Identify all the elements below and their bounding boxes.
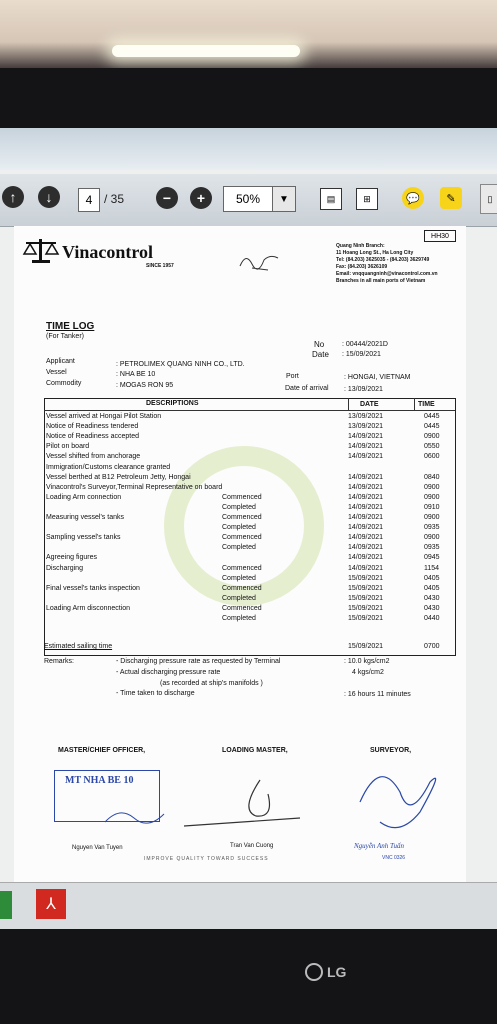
row-date: 15/09/2021: [348, 584, 384, 592]
row-status: Commenced: [222, 514, 262, 521]
row-date: 13/09/2021: [348, 413, 384, 420]
row-date: 14/09/2021: [348, 554, 384, 562]
date-label: Date: [312, 350, 329, 359]
row-time: 0550: [424, 443, 440, 451]
no-label: No: [314, 340, 325, 349]
row-date: 14/09/2021: [348, 483, 384, 491]
monitor-logo: [305, 962, 365, 982]
row-time: 0430: [424, 594, 440, 602]
row-description: Measuring vessel's tanks: [46, 514, 124, 521]
row-estimated-sailing-date: 15/09/2021: [348, 643, 384, 650]
row-time: 0405: [424, 584, 440, 592]
name-surveyor: Nguyễn Anh Tuấn: [354, 842, 405, 850]
surveyor-signature: [350, 762, 450, 842]
row-date: 14/09/2021: [348, 433, 384, 441]
row-status: Completed: [222, 524, 256, 532]
vessel-label: Vessel: [46, 369, 67, 376]
row-description: Vessel berthed at B12 Petroleum Jetty, Hongai: [46, 473, 191, 481]
master-signature: [100, 800, 180, 830]
row-time: 0430: [424, 604, 440, 612]
sig-surveyor-title: SURVEYOR,: [370, 747, 412, 754]
row-time: 0935: [424, 524, 440, 532]
vessel-value: : NHA BE 10: [116, 371, 156, 378]
row-description: Vinacontrol's Surveyor,Terminal Representative on board: [46, 483, 223, 491]
monitor-brand: LG: [327, 964, 347, 980]
row-time: 0910: [424, 503, 440, 511]
row-time: 0600: [424, 453, 440, 461]
row-date: 15/09/2021: [348, 615, 384, 622]
port-value: : HONGAI, VIETNAM: [344, 374, 411, 381]
row-description: Final vessel's tanks inspection: [46, 584, 140, 592]
doc-title: TIME LOG: [46, 321, 95, 332]
remark-2: - Actual discharging pressure rate: [116, 669, 221, 676]
row-time: 0945: [424, 554, 440, 562]
row-time: 0900: [424, 493, 440, 501]
row-status: Commenced: [222, 493, 262, 501]
remark-2-note: (as recorded at ship's manifolds ): [160, 680, 263, 687]
row-status: Completed: [222, 594, 256, 602]
brand-name: Vinacontrol: [62, 242, 154, 262]
no-value: : 00444/2021D: [342, 341, 388, 348]
port-label: Port: [286, 373, 299, 380]
fit-page-icon[interactable]: ▤: [320, 188, 342, 210]
row-date: 14/09/2021: [348, 564, 384, 572]
col-time: TIME: [418, 401, 435, 408]
date-value: : 15/09/2021: [342, 351, 381, 358]
row-date: 14/09/2021: [348, 493, 384, 501]
row-date: 14/09/2021: [348, 443, 384, 451]
lg-logo-icon: [305, 963, 323, 981]
branch-line: Email: vnqquangninh@vinacontrol.com.vn: [336, 271, 438, 277]
row-time: 0935: [424, 544, 440, 552]
branch-line: Fax: (84.203) 3626109: [336, 264, 388, 270]
row-status: Commenced: [222, 534, 262, 542]
applicant-value: : PETROLIMEX QUANG NINH CO., LTD.: [116, 361, 245, 368]
row-description: Vessel shifted from anchorage: [46, 453, 141, 461]
zoom-level-field[interactable]: 50%: [223, 186, 273, 212]
row-date: 14/09/2021: [348, 473, 384, 481]
remark-1: - Discharging pressure rate as requested by Terminal: [116, 658, 281, 665]
pdf-toolbar: [0, 174, 497, 227]
row-time: 0445: [424, 413, 440, 420]
row-description: Loading Arm disconnection: [46, 604, 131, 612]
row-time: 0405: [424, 574, 440, 582]
next-page-down-arrow-icon[interactable]: ↓: [38, 186, 60, 208]
row-description: Agreeing figures: [46, 554, 97, 562]
row-status: Completed: [222, 544, 256, 552]
row-date: 14/09/2021: [348, 503, 384, 511]
pdf-reader-app-icon[interactable]: ⅄: [36, 889, 66, 919]
row-date: 14/09/2021: [348, 453, 384, 461]
side-tools-icon[interactable]: ▯: [480, 184, 497, 214]
vinacontrol-logo-icon: [22, 236, 60, 264]
col-date: DATE: [360, 401, 379, 408]
footer-slogan: IMPROVE QUALITY TOWARD SUCCESS: [144, 856, 269, 862]
surveyor-code: VNC 0326: [382, 855, 406, 861]
fit-width-icon[interactable]: ⊞: [356, 188, 378, 210]
table-header-rule: [44, 410, 455, 411]
loading-master-signature: [180, 770, 310, 840]
vessel-stamp-text: MT NHA BE 10: [65, 775, 134, 786]
row-description: Notice of Readiness tendered: [46, 423, 139, 431]
sign-pen-icon[interactable]: ✎: [440, 187, 462, 209]
row-description: Sampling vessel's tanks: [46, 534, 121, 542]
commodity-label: Commodity: [46, 380, 82, 387]
row-status: Completed: [222, 503, 256, 511]
page-total: / 35: [104, 192, 125, 206]
table-divider: [348, 398, 349, 410]
row-description: Immigration/Customs clearance granted: [46, 463, 171, 471]
row-time: 0900: [424, 534, 440, 542]
page-number-input[interactable]: 4: [78, 188, 100, 212]
row-time: 0440: [424, 615, 440, 622]
row-status: Commenced: [222, 584, 262, 592]
name-master: Nguyen Van Tuyen: [72, 845, 123, 851]
row-date: 15/09/2021: [348, 574, 384, 582]
row-estimated-sailing: Estimated sailing time: [44, 643, 113, 650]
row-description: Vessel arrived at Hongai Pilot Station: [46, 413, 162, 420]
row-date: 15/09/2021: [348, 604, 384, 612]
branch-line: Branches in all main ports of Vietnam: [336, 278, 426, 284]
row-description: Notice of Readiness accepted: [46, 433, 139, 441]
row-status: Completed: [222, 615, 256, 622]
commodity-value: : MOGAS RON 95: [116, 382, 174, 389]
row-status: Commenced: [222, 564, 262, 572]
branch-line: Quang Ninh Branch:: [336, 243, 385, 249]
row-time: 0900: [424, 514, 440, 521]
remarks-label: Remarks:: [44, 658, 74, 665]
sig-master-title: MASTER/CHIEF OFFICER,: [58, 747, 146, 754]
remark-1-value: : 10.0 kgs/cm2: [344, 658, 390, 665]
row-date: 14/09/2021: [348, 534, 384, 542]
applicant-label: Applicant: [46, 358, 75, 365]
handwritten-initials: [238, 248, 282, 274]
brand-since: SINCE 1957: [146, 263, 174, 269]
branch-line: Tel: (84.203) 3625035 - (84.203) 3629749: [336, 257, 430, 263]
ceiling-light: [112, 45, 300, 57]
name-loading: Tran Van Cuong: [230, 843, 274, 849]
arrival-label: Date of arrival: [285, 385, 329, 392]
row-time: 1154: [424, 564, 440, 572]
prev-page-up-arrow-icon[interactable]: ↑: [2, 186, 24, 208]
comment-icon[interactable]: 💬: [402, 187, 424, 209]
remark-3: - Time taken to discharge: [116, 690, 195, 697]
table-divider: [414, 398, 415, 410]
zoom-out-minus-icon[interactable]: −: [156, 187, 178, 209]
row-date: 14/09/2021: [348, 514, 384, 521]
taskbar: [0, 882, 497, 929]
row-time: 0445: [424, 423, 440, 431]
row-date: 14/09/2021: [348, 524, 384, 532]
row-status: Commenced: [222, 604, 262, 612]
row-time: 0900: [424, 433, 440, 441]
row-time: 0840: [424, 473, 440, 481]
background-wall: [0, 0, 497, 70]
remark-2-value: 4 kgs/cm2: [352, 669, 384, 676]
row-description: Discharging: [46, 564, 83, 572]
branch-line: 11 Hoang Long St., Ha Long City: [336, 250, 414, 256]
zoom-dropdown-icon[interactable]: ▼: [272, 186, 296, 212]
arrival-value: : 13/09/2021: [344, 386, 383, 393]
remark-3-value: : 16 hours 11 minutes: [344, 691, 411, 698]
col-descriptions: DESCRIPTIONS: [146, 400, 199, 407]
row-description: Loading Arm connection: [46, 493, 122, 501]
row-date: 14/09/2021: [348, 544, 384, 552]
sig-loading-title: LOADING MASTER,: [222, 747, 288, 754]
excel-app-icon[interactable]: [0, 891, 12, 919]
window-top-area: [0, 128, 497, 170]
doc-subtitle: (For Tanker): [46, 333, 84, 340]
row-date: 15/09/2021: [348, 594, 384, 602]
form-code: HH30: [424, 230, 456, 242]
row-date: 13/09/2021: [348, 423, 384, 431]
zoom-in-plus-icon[interactable]: +: [190, 187, 212, 209]
row-estimated-sailing-time: 0700: [424, 643, 440, 650]
row-description: Pilot on board: [46, 443, 90, 451]
row-time: 0900: [424, 483, 440, 491]
row-status: Completed: [222, 574, 256, 582]
